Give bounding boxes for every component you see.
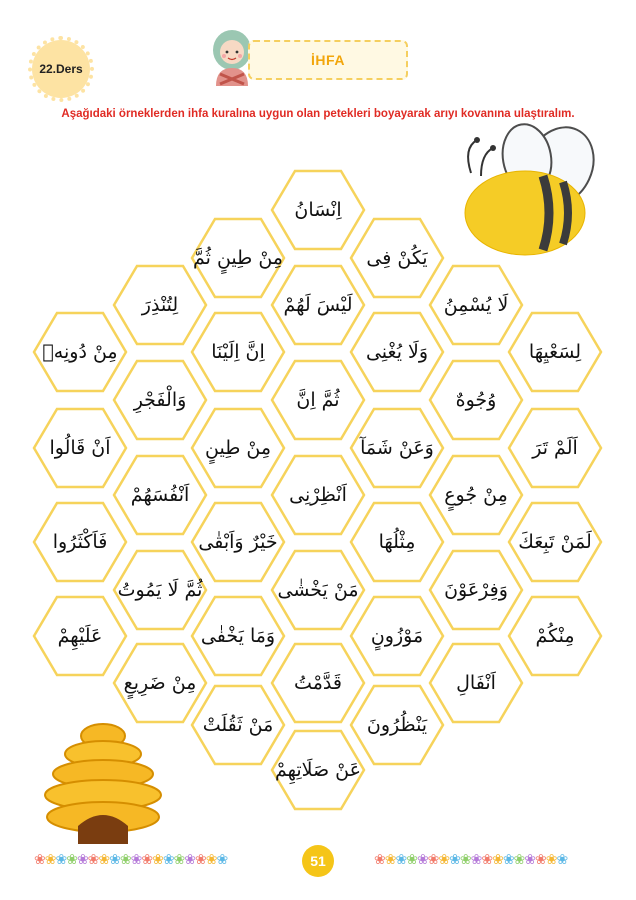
cell-arabic-text: اَنْ قَالُوا <box>49 437 111 459</box>
honeycomb-cell[interactable] <box>509 409 601 487</box>
instruction-text: Aşağıdaki örneklerden ihfa kuralına uygun olan petekleri boyayarak arıyı kovanına ulaştıralım. <box>61 108 575 120</box>
honeycomb-cell[interactable] <box>192 409 284 487</box>
swirl-ornament-icon: ❀ <box>195 852 206 868</box>
honeycomb-cell[interactable] <box>430 551 522 629</box>
cell-arabic-text: مِنْ طِينٍ ثُمَّ <box>193 247 283 269</box>
cell-arabic-text: مَنْ يَخْشٰى <box>277 579 359 601</box>
cell-arabic-text: لَمَنْ تَبِعَكَ <box>518 531 592 553</box>
swirl-ornament-icon: ❀ <box>470 852 482 868</box>
cell-arabic-text: خَيْرٌ وَاَبْقٰى <box>198 531 278 553</box>
swirl-ornament-icon: ❀ <box>502 852 514 868</box>
swirl-ornament-icon: ❀ <box>427 852 439 868</box>
cell-arabic-text: اَلَمْ تَرَ <box>532 437 578 459</box>
honeycomb-cell[interactable] <box>351 409 443 487</box>
honeycomb-cell[interactable] <box>509 597 601 675</box>
swirl-ornament-icon: ❀ <box>556 852 568 868</box>
swirl-ornament-icon: ❀ <box>109 852 120 868</box>
cell-arabic-text: مِنْ جُوعٍ <box>444 484 508 506</box>
swirl-ornament-icon: ❀ <box>395 852 407 868</box>
swirl-ornament-icon: ❀ <box>406 852 417 868</box>
cell-arabic-text: قَدَّمْتُ <box>294 672 342 694</box>
swirl-ornament-icon: ❀ <box>152 852 163 868</box>
honeycomb-cell[interactable] <box>114 551 206 629</box>
honeycomb-cell[interactable] <box>34 409 126 487</box>
cell-arabic-text: وُجُوهٌ <box>455 389 497 411</box>
swirl-ornament-icon: ❀ <box>459 852 471 868</box>
honeycomb-cell[interactable] <box>509 503 601 581</box>
swirl-ornament-icon: ❀ <box>535 852 546 868</box>
swirl-ornament-icon: ❀ <box>374 852 385 868</box>
honeycomb-cell[interactable] <box>272 171 364 249</box>
cell-arabic-text: اِنْسَانُ <box>294 199 342 221</box>
honeycomb-cell[interactable] <box>34 597 126 675</box>
honeycomb-cell[interactable] <box>430 644 522 722</box>
cell-arabic-text: وَلَا يُغْنِى <box>365 341 429 363</box>
swirl-ornament-icon: ❀ <box>34 852 45 868</box>
honeycomb-cell[interactable] <box>114 266 206 344</box>
honeycomb-cell[interactable] <box>272 644 364 722</box>
cell-arabic-text: مَوْزُونٍ <box>370 625 424 647</box>
honeycomb-cell[interactable] <box>351 219 443 297</box>
honeycomb-cell[interactable] <box>192 686 284 764</box>
beehive-icon <box>38 722 168 847</box>
swirl-ornament-icon: ❀ <box>66 852 77 868</box>
cell-arabic-text: يَنْظُرُونَ <box>366 714 428 736</box>
swirl-ornament-icon: ❀ <box>44 852 56 868</box>
page-number: 51 <box>302 845 334 877</box>
cell-arabic-text: مَنْ ثَقُلَتْ <box>202 714 274 736</box>
swirl-ornament-icon: ❀ <box>162 852 174 868</box>
honeycomb-cell[interactable] <box>192 503 284 581</box>
honeycomb-cell[interactable] <box>430 361 522 439</box>
swirl-ornament-icon: ❀ <box>481 852 493 868</box>
cell-arabic-text: اِنَّ اِلَيْنَا <box>211 341 265 363</box>
cell-arabic-text: لَيْسَ لَهُمْ <box>283 294 353 316</box>
swirl-ornament-icon: ❀ <box>416 852 428 868</box>
lesson-number: 22.Ders <box>39 62 83 76</box>
honeycomb-cell[interactable] <box>114 456 206 534</box>
footer-ornament-right <box>374 852 604 872</box>
cell-arabic-text: عَلَيْهِمْ <box>57 625 103 647</box>
honeycomb-cell[interactable] <box>272 361 364 439</box>
honeycomb-cell[interactable] <box>34 503 126 581</box>
cell-arabic-text: ثُمَّ لَا يَمُوتُ <box>117 579 203 601</box>
honeycomb-cell[interactable] <box>509 313 601 391</box>
swirl-ornament-icon: ❀ <box>130 852 142 868</box>
cell-arabic-text: وَفِرْعَوْنَ <box>444 579 508 601</box>
swirl-ornament-icon: ❀ <box>141 852 153 868</box>
swirl-ornament-icon: ❀ <box>438 852 450 868</box>
cell-arabic-text: وَمَا يَخْفٰى <box>200 625 276 647</box>
honeycomb-cell[interactable] <box>114 644 206 722</box>
cell-arabic-text: لِسَعْيِهَا <box>528 341 582 363</box>
swirl-ornament-icon: ❀ <box>216 852 228 868</box>
honeycomb-cell[interactable] <box>430 456 522 534</box>
honeycomb-cell[interactable] <box>351 503 443 581</box>
cell-arabic-text: لَا يُسْمِنُ <box>443 294 509 316</box>
honeycomb-cell[interactable] <box>351 686 443 764</box>
cell-arabic-text: وَعَنْ شَمَآ <box>360 437 434 459</box>
swirl-ornament-icon: ❀ <box>205 852 217 868</box>
swirl-ornament-icon: ❀ <box>173 852 185 868</box>
swirl-ornament-icon: ❀ <box>524 852 536 868</box>
swirl-ornament-icon: ❀ <box>55 852 67 868</box>
honeycomb-cell[interactable] <box>192 219 284 297</box>
honeycomb-cell[interactable] <box>272 456 364 534</box>
cell-arabic-text: يَكُنْ فِى <box>366 247 428 269</box>
swirl-ornament-icon: ❀ <box>98 852 110 868</box>
cell-arabic-text: اَنْفُسَهُمْ <box>130 484 190 506</box>
honeycomb-cell[interactable] <box>351 597 443 675</box>
honeycomb-cell[interactable] <box>192 313 284 391</box>
swirl-ornament-icon: ❀ <box>545 852 557 868</box>
honeycomb-cell[interactable] <box>272 731 364 809</box>
cell-arabic-text: اَنْظِرْنِى <box>289 484 347 506</box>
cell-arabic-text: لِتُنْذِرَ <box>141 294 179 316</box>
cell-arabic-text: وَالْفَجْرِ <box>133 389 187 411</box>
honeycomb-cell[interactable] <box>192 597 284 675</box>
cell-arabic-text: فَاَكْثَرُوا <box>52 531 108 553</box>
honeycomb-cell[interactable] <box>272 266 364 344</box>
swirl-ornament-icon: ❀ <box>449 852 460 868</box>
honeycomb-cell[interactable] <box>430 266 522 344</box>
cell-arabic-text: مِنْكُمْ <box>535 625 575 647</box>
cell-arabic-text: عَنْ صَلَاتِهِمْ <box>274 759 362 781</box>
cell-arabic-text: مِنْ ضَرِيعٍ <box>123 672 197 694</box>
swirl-ornament-icon: ❀ <box>76 852 88 868</box>
swirl-ornament-icon: ❀ <box>492 852 503 868</box>
honeycomb-cell[interactable] <box>272 551 364 629</box>
swirl-ornament-icon: ❀ <box>87 852 99 868</box>
swirl-ornament-icon: ❀ <box>384 852 396 868</box>
lesson-title: İHFA <box>311 52 345 68</box>
swirl-ornament-icon: ❀ <box>184 852 196 868</box>
cell-arabic-text: مِنْ طِينٍ <box>205 437 271 459</box>
swirl-ornament-icon: ❀ <box>119 852 131 868</box>
footer-ornament-left <box>34 852 264 872</box>
honeycomb-cell[interactable] <box>351 313 443 391</box>
honeycomb-cell[interactable] <box>34 313 126 391</box>
honeycomb-cell[interactable] <box>114 361 206 439</box>
cell-arabic-text: مِثْلُهَا <box>378 531 416 553</box>
cell-arabic-text: ثُمَّ اِنَّ <box>296 389 340 411</box>
cell-arabic-text: اَنْفَالِ <box>456 672 496 694</box>
swirl-ornament-icon: ❀ <box>513 852 525 868</box>
cell-arabic-text: مِنْ دُونِهٖ <box>42 341 118 363</box>
